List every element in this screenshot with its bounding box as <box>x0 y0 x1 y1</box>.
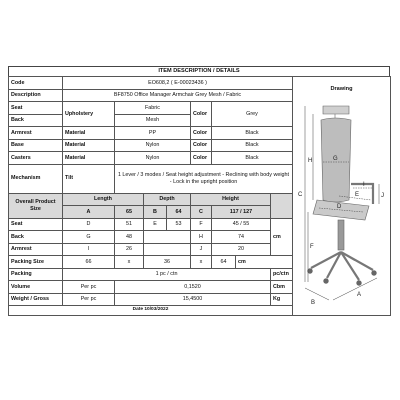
base-material: Nylon <box>115 139 191 152</box>
weight-value: 15,4500 <box>115 293 271 306</box>
label-h: H <box>308 158 313 165</box>
label-a: A <box>357 292 362 299</box>
casters-label: Casters <box>9 152 63 165</box>
casters-material-label: Material <box>63 152 115 165</box>
dim-b-value: 64 <box>167 206 191 219</box>
base-label: Base <box>9 139 63 152</box>
dim-back-label: Back <box>9 231 63 244</box>
spec-table <box>8 76 391 316</box>
code-value: EO608,2 ( E-00023436 ) <box>63 77 293 90</box>
dim-armrest-empty <box>144 243 191 256</box>
dim-armrest-label: Armrest <box>9 243 63 256</box>
weight-unit: Kg <box>271 293 293 306</box>
drawing-panel <box>293 77 391 316</box>
dim-c-value: 117 / 127 <box>212 206 271 219</box>
dim-a-letter: A <box>63 206 115 219</box>
armrest-material: PP <box>115 127 191 140</box>
volume-per-pc: Per pc <box>63 281 115 294</box>
label-c: C <box>298 192 303 199</box>
description-value: BF8750 Office Manager Armchair Grey Mesh / Fabric <box>63 89 293 102</box>
mechanism-description: 1 Lever / 3 modes / Seat height adjustment - Reclining with body weight - Lock in the upright position <box>115 164 293 193</box>
dim-h-value: 74 <box>212 231 271 244</box>
label-f: F <box>310 244 314 251</box>
label-d: D <box>337 204 342 211</box>
volume-label: Volume <box>9 281 63 294</box>
dim-j-letter: J <box>191 243 212 256</box>
packing-size-length: 66 <box>63 256 115 269</box>
depth-header: Depth <box>144 193 191 206</box>
volume-unit: Cbm <box>271 281 293 294</box>
packing-size-unit: cm <box>236 256 293 269</box>
length-header: Length <box>63 193 144 206</box>
back-material: Mesh <box>115 114 191 127</box>
spec-sheet <box>8 66 390 316</box>
packing-size-label: Packing Size <box>9 256 63 269</box>
armrest-label: Armrest <box>9 127 63 140</box>
dim-f-value: 45 / 55 <box>212 218 271 231</box>
dim-d-value: 51 <box>115 218 144 231</box>
upholstery-color: Grey <box>212 102 293 127</box>
armrest-color: Black <box>212 127 293 140</box>
armrest-material-label: Material <box>63 127 115 140</box>
armrest-color-label: Color <box>191 127 212 140</box>
base-color: Black <box>212 139 293 152</box>
back-label: Back <box>9 114 63 127</box>
base-material-label: Material <box>63 139 115 152</box>
label-i: I <box>363 182 365 189</box>
overall-empty <box>271 193 293 218</box>
dim-e-letter: E <box>144 218 167 231</box>
weight-label: Weight / Gross <box>9 293 63 306</box>
height-header: Height <box>191 193 271 206</box>
packing-size-width: 36 <box>144 256 191 269</box>
sheet-date: Date 10/03/2022 <box>9 306 293 316</box>
weight-per-pc: Per pc <box>63 293 115 306</box>
upholstery-label: Upholstery <box>63 102 115 127</box>
description-label: Description <box>9 89 63 102</box>
dim-back-empty <box>144 231 191 244</box>
dim-j-value: 20 <box>212 243 271 256</box>
packing-unit: pc/ctn <box>271 268 293 281</box>
packing-size-x1: x <box>115 256 144 269</box>
label-e: E <box>355 192 360 199</box>
dim-g-value: 48 <box>115 231 144 244</box>
label-j: J <box>381 193 384 200</box>
label-g: G <box>333 156 338 163</box>
mechanism-label: Mechanism <box>9 164 63 193</box>
tilt-label: Tilt <box>63 164 115 193</box>
dim-i-value: 26 <box>115 243 144 256</box>
dim-h-letter: H <box>191 231 212 244</box>
casters-material: Nylon <box>115 152 191 165</box>
seat-label: Seat <box>9 102 63 115</box>
upholstery-color-label: Color <box>191 102 212 127</box>
dim-seat-label: Seat <box>9 218 63 231</box>
casters-color-label: Color <box>191 152 212 165</box>
label-b: B <box>311 300 316 307</box>
packing-label: Packing <box>9 268 63 281</box>
packing-size-height: 64 <box>212 256 236 269</box>
dim-unit: cm <box>271 218 293 256</box>
volume-value: 0,1520 <box>115 281 271 294</box>
overall-size-label: Overall Product Size <box>9 193 63 218</box>
dim-b-letter: B <box>144 206 167 219</box>
packing-size-x2: x <box>191 256 212 269</box>
drawing-title: Drawing <box>330 86 353 92</box>
dim-f-letter: F <box>191 218 212 231</box>
seat-material: Fabric <box>115 102 191 115</box>
dim-e-value: 53 <box>167 218 191 231</box>
packing-value: 1 pc / ctn <box>63 268 271 281</box>
code-label: Code <box>9 77 63 90</box>
dim-a-value: 65 <box>115 206 144 219</box>
dim-i-letter: I <box>63 243 115 256</box>
dim-g-letter: G <box>63 231 115 244</box>
dim-d-letter: D <box>63 218 115 231</box>
chair-drawing <box>293 92 389 310</box>
sheet-title: ITEM DESCRIPTION / DETAILS <box>8 66 390 76</box>
base-color-label: Color <box>191 139 212 152</box>
casters-color: Black <box>212 152 293 165</box>
dim-c-letter: C <box>191 206 212 219</box>
